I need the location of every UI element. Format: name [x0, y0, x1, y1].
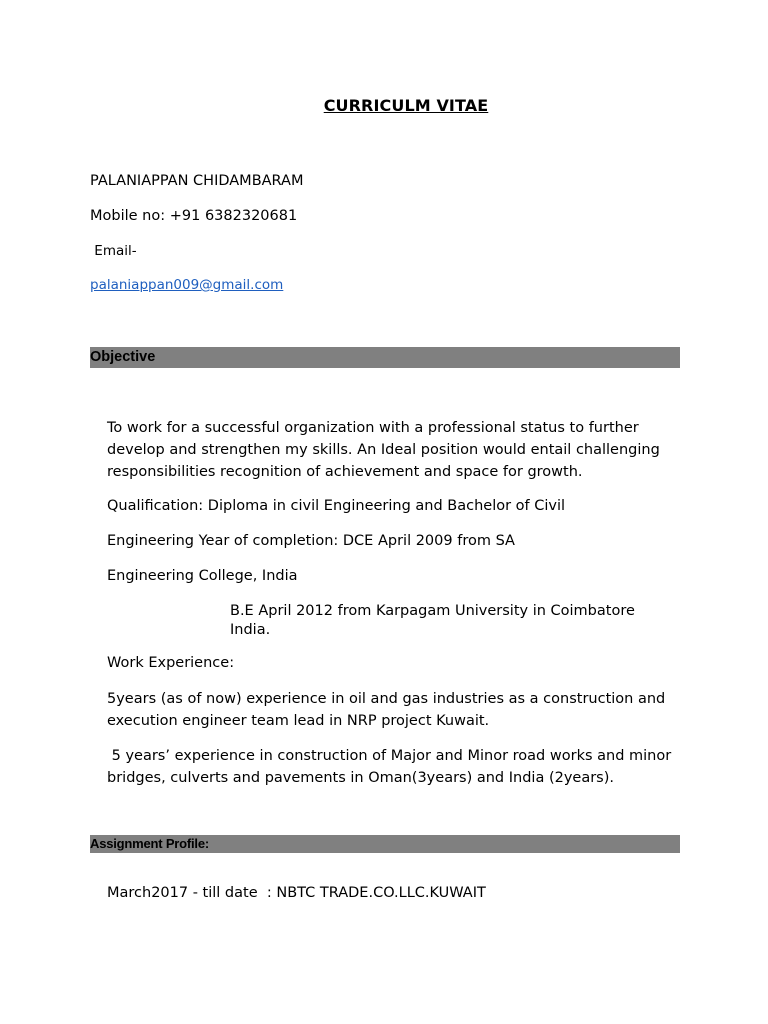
assignment-item: March2017 - till date : NBTC TRADE.CO.LLC.KUWAIT	[107, 885, 486, 901]
qualification-text: Qualification: Diploma in civil Engineering and Bachelor of Civil	[107, 498, 566, 514]
assignment-heading: Assignment Profile:	[90, 836, 209, 851]
objective-heading-bar	[90, 347, 680, 368]
completion-text: Engineering Year of completion: DCE April 2009 from SA	[107, 533, 515, 549]
work-experience-label: Work Experience:	[107, 655, 235, 671]
email-label: Email-	[90, 243, 137, 259]
be-degree-text: B.E April 2012 from Karpagam University in Coimbatore India.	[230, 603, 635, 638]
college-text: Engineering College, India	[107, 568, 298, 584]
experience-item: 5years (as of now) experience in oil and gas industries as a construction and execution engineer team lead in NRP project Kuwait.	[107, 691, 666, 729]
objective-heading: Objective	[90, 349, 156, 365]
document-title: CURRICULM VITAE	[323, 96, 489, 115]
candidate-name: PALANIAPPAN CHIDAMBARAM	[90, 173, 304, 189]
experience-item: 5 years’ experience in construction of Major and Minor road works and minor bridges, culverts and pavements in Oman(3years) and India (2years).	[107, 748, 676, 786]
assignment-heading-bar	[90, 835, 680, 853]
email-link[interactable]: palaniappan009@gmail.com	[90, 277, 284, 293]
objective-text: To work for a successful organization with a professional status to further develop and strengthen my skills. An Ideal position would entail challenging responsibilities recognition of achievement and space for growth.	[107, 420, 660, 480]
mobile-number: Mobile no: +91 6382320681	[90, 208, 298, 224]
